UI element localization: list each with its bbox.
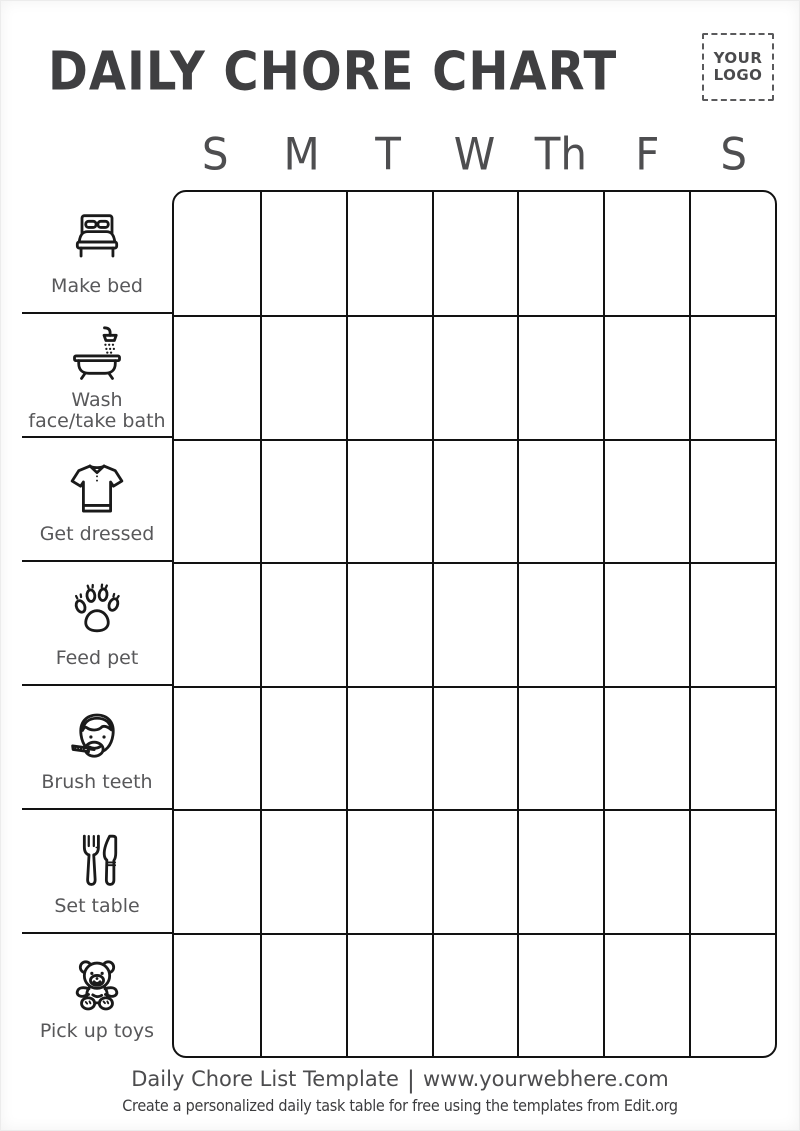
day-header-row — [172, 124, 777, 182]
chore-cell-r3-c3[interactable] — [432, 562, 518, 685]
logo-placeholder[interactable] — [702, 33, 774, 101]
chore-cell-r5-c2[interactable] — [346, 809, 432, 932]
day-header-6-s: S — [720, 128, 748, 180]
chore-cell-r6-c2[interactable] — [346, 933, 432, 1056]
chore-cell-r1-c1[interactable] — [260, 315, 346, 438]
chore-cell-r5-c5[interactable] — [603, 809, 689, 932]
chore-cell-r4-c1[interactable] — [260, 686, 346, 809]
chore-row-pick-up-toys — [22, 934, 172, 1058]
polo-shirt-icon — [67, 459, 127, 519]
logo-text-line2: LOGO — [713, 66, 763, 84]
day-header-2-t: T — [375, 128, 401, 180]
chore-cell-r1-c3[interactable] — [432, 315, 518, 438]
footer-website-link[interactable]: www.yourwebhere.com — [422, 1067, 669, 1091]
chore-row-wash-face-take-bath — [22, 314, 172, 438]
chore-cell-r6-c3[interactable] — [432, 933, 518, 1056]
chore-grid — [172, 190, 777, 1058]
chore-cell-r3-c2[interactable] — [346, 562, 432, 685]
paw-print-icon — [67, 583, 127, 643]
chore-cell-r0-c5[interactable] — [603, 192, 689, 315]
chore-cell-r5-c4[interactable] — [517, 809, 603, 932]
chore-cell-r5-c3[interactable] — [432, 809, 518, 932]
chore-cell-r1-c2[interactable] — [346, 315, 432, 438]
chore-row-set-table — [22, 810, 172, 934]
day-header-4-th: Th — [534, 128, 588, 180]
chore-cell-r0-c4[interactable] — [517, 192, 603, 315]
chore-row-get-dressed — [22, 438, 172, 562]
fork-knife-icon — [67, 831, 127, 891]
chore-label: Pick up toys — [39, 1020, 155, 1042]
chore-cell-r3-c1[interactable] — [260, 562, 346, 685]
chore-cell-r5-c1[interactable] — [260, 809, 346, 932]
chore-cell-r0-c2[interactable] — [346, 192, 432, 315]
chore-cell-r2-c4[interactable] — [517, 439, 603, 562]
chore-cell-r0-c1[interactable] — [260, 192, 346, 315]
chore-cell-r3-c6[interactable] — [689, 562, 775, 685]
chore-cell-r6-c1[interactable] — [260, 933, 346, 1056]
chore-label: Brush teeth — [41, 771, 153, 793]
chore-row-make-bed — [22, 190, 172, 314]
chore-label: Set table — [54, 895, 140, 917]
brushing-teeth-icon — [67, 707, 127, 767]
chore-cell-r2-c0[interactable] — [174, 439, 260, 562]
chore-cell-r6-c0[interactable] — [174, 933, 260, 1056]
chore-cell-r2-c5[interactable] — [603, 439, 689, 562]
chore-row-feed-pet — [22, 562, 172, 686]
chore-cell-r1-c6[interactable] — [689, 315, 775, 438]
chore-cell-r3-c0[interactable] — [174, 562, 260, 685]
chore-cell-r4-c2[interactable] — [346, 686, 432, 809]
chore-cell-r0-c3[interactable] — [432, 192, 518, 315]
chore-cell-r0-c0[interactable] — [174, 192, 260, 315]
chore-cell-r2-c3[interactable] — [432, 439, 518, 562]
chore-cell-r2-c2[interactable] — [346, 439, 432, 562]
footer-tagline: Create a personalized daily task table for free using the templates from Edit.org — [122, 1096, 678, 1115]
chore-cell-r1-c0[interactable] — [174, 315, 260, 438]
chore-cell-r6-c4[interactable] — [517, 933, 603, 1056]
chore-label: Wash face/take bath — [28, 388, 166, 432]
logo-text-line1: YOUR — [713, 49, 763, 67]
chore-cell-r4-c0[interactable] — [174, 686, 260, 809]
chore-cell-r5-c0[interactable] — [174, 809, 260, 932]
day-header-5-f: F — [635, 128, 660, 180]
chore-cell-r0-c6[interactable] — [689, 192, 775, 315]
chore-cell-r3-c5[interactable] — [603, 562, 689, 685]
chore-cell-r3-c4[interactable] — [517, 562, 603, 685]
chore-label: Get dressed — [39, 523, 155, 545]
chore-cell-r6-c6[interactable] — [689, 933, 775, 1056]
chore-cell-r2-c6[interactable] — [689, 439, 775, 562]
footer-template-name: Daily Chore List Template — [131, 1067, 399, 1091]
chore-row-brush-teeth — [22, 686, 172, 810]
day-header-0-s: S — [201, 128, 229, 180]
chore-cell-r4-c3[interactable] — [432, 686, 518, 809]
day-header-3-w: W — [453, 128, 496, 180]
chore-cell-r4-c4[interactable] — [517, 686, 603, 809]
chore-label: Feed pet — [55, 647, 139, 669]
day-header-1-m: M — [283, 128, 320, 180]
chore-cell-r1-c4[interactable] — [517, 315, 603, 438]
chore-cell-r4-c6[interactable] — [689, 686, 775, 809]
chore-label-column — [22, 190, 172, 1058]
page-title: DAILY CHORE CHART — [48, 40, 618, 103]
chore-cell-r5-c6[interactable] — [689, 809, 775, 932]
chore-cell-r4-c5[interactable] — [603, 686, 689, 809]
footer-separator: | — [406, 1066, 415, 1094]
bed-icon — [67, 211, 127, 271]
chore-label: Make bed — [51, 275, 143, 297]
footer-credit — [0, 1066, 800, 1094]
teddy-bear-icon — [67, 956, 127, 1016]
chore-cell-r6-c5[interactable] — [603, 933, 689, 1056]
chore-cell-r2-c1[interactable] — [260, 439, 346, 562]
bathtub-shower-icon — [67, 325, 127, 385]
chore-cell-r1-c5[interactable] — [603, 315, 689, 438]
